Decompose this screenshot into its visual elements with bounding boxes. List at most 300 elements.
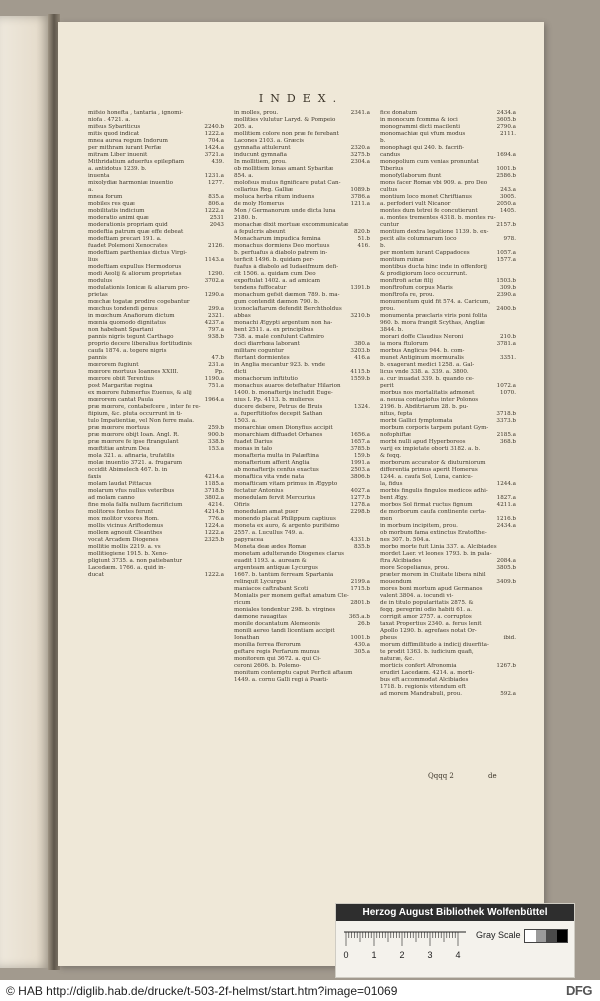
index-entry-text: mifsio honefta , tantaria , ignomi- xyxy=(88,110,184,116)
index-entry xyxy=(234,607,370,614)
index-entry-text: fuadet Polemoni Xenocrates xyxy=(88,243,168,249)
index-entry-text: a. neuua contagiofus inter Polonos xyxy=(380,397,479,403)
index-entry-text: mollitiem colore non præ fe ferebant xyxy=(234,131,339,137)
index-entry-page: 309.b xyxy=(499,285,516,291)
index-entry xyxy=(380,145,516,152)
index-entry-text: feqq. peregrini odio habiti 61. a. xyxy=(380,607,472,613)
index-entry-text: Monacharum impudica femina xyxy=(234,236,321,242)
index-entry-text: b. xyxy=(380,138,386,144)
index-entry-page: 3275.b xyxy=(350,152,370,158)
index-entry xyxy=(88,523,224,530)
index-entry xyxy=(234,292,370,299)
index-entry xyxy=(88,299,224,306)
index-entry-text: monachorum inftitutio xyxy=(234,376,298,382)
index-entry xyxy=(234,278,370,285)
index-entry xyxy=(380,278,516,285)
index-entry xyxy=(88,187,224,194)
index-entry-page: 1143.a xyxy=(204,257,224,263)
index-entry xyxy=(88,488,224,495)
index-entry-text: monachi Ægypti argentum non ha- xyxy=(234,320,333,326)
index-entry-text: mœchæ togatæ prodire cogebantur xyxy=(88,299,190,305)
index-entry xyxy=(88,390,224,397)
index-entry xyxy=(380,376,516,383)
index-entry xyxy=(234,516,370,523)
index-entry-text: præ mœrore obijt Ioan. Angl. R. xyxy=(88,432,180,438)
index-entry-text: a. fuperftitiofos decepit Sathan xyxy=(234,411,323,417)
index-entry xyxy=(88,544,224,551)
index-entry xyxy=(380,537,516,544)
ruler-label: 0 xyxy=(343,950,349,960)
index-entry-text: Ionathan xyxy=(234,635,260,641)
index-entry-text: morborum accurator & diuturniorum xyxy=(380,460,486,466)
index-entry-text: monopolium cum venias pronuntat xyxy=(380,159,479,165)
index-entry xyxy=(380,257,516,264)
index-entry-text: moluca herba ritum induens xyxy=(234,194,315,200)
index-entry xyxy=(88,208,224,215)
index-entry xyxy=(234,152,370,159)
index-entry-text: caufa 1874. a. tegere nigris xyxy=(88,348,167,354)
index-entry-page: 3718.b xyxy=(204,488,224,494)
index-entry-text: Ofiris xyxy=(234,502,250,508)
index-entry xyxy=(380,579,516,586)
index-entry-page: 1290.a xyxy=(204,292,224,298)
index-entry-text: morum diffimilitudo à indicij diuerfita- xyxy=(380,642,489,648)
index-entry xyxy=(88,201,224,208)
index-entry-text: monachæ dixit mortuæ excommunicatæ xyxy=(234,222,349,228)
index-entry-text: monitorem qui 3672. a. qui Ci- xyxy=(234,656,321,662)
index-entry-page: 1405. xyxy=(499,208,516,214)
index-entry xyxy=(88,551,224,558)
index-entry-text: monofyllaborum fiunt xyxy=(380,173,442,179)
index-entry-text: cellarius Reg. Galliæ xyxy=(234,187,294,193)
index-entry xyxy=(380,110,516,117)
index-entry-text: monftrofi actæ filij xyxy=(380,278,433,284)
index-entry-text: molofsus mulus fignificare putat Can- xyxy=(234,180,341,186)
index-entry-text: monogrammi dicti macilenti xyxy=(380,124,461,130)
index-entry xyxy=(88,138,224,145)
copyright-link[interactable]: © HAB http://diglib.hab.de/drucke/t-503-2f-helmst/start.htm?image=01069 xyxy=(6,984,398,998)
index-entry-text: monarchiam diffuadet Orhanes xyxy=(234,432,323,438)
index-entry-page: 1070. xyxy=(499,390,516,396)
index-entry-text: inuenta xyxy=(88,173,110,179)
index-entry xyxy=(88,117,224,124)
index-entry-text: licus vnde 338. a. 339. a. 3800. xyxy=(380,369,469,375)
index-entry-text: Lacones 2103. a. Græcis xyxy=(234,138,304,144)
index-entry-text: geftare regis Perfarum munus xyxy=(234,649,320,655)
index-entry-page: 365.a.b xyxy=(348,614,370,620)
index-entry-text: monomachiæ qui vfum modus xyxy=(380,131,466,137)
index-entry-page: 3802.a xyxy=(204,495,224,501)
index-entry-page: 3785.b xyxy=(350,446,370,452)
index-entry xyxy=(234,446,370,453)
index-entry-text: terficit 1496. b. quidam per- xyxy=(234,257,315,263)
index-entry-text: prietas xyxy=(88,292,108,298)
index-entry-text: monendo placat Philippum captiuus xyxy=(234,516,336,522)
index-entry-page: 1222.a xyxy=(204,530,224,536)
index-entry-text: papyracea xyxy=(234,537,264,543)
index-entry-page: 1216.b xyxy=(496,516,516,522)
index-entry-text: inducunt gymnafia xyxy=(234,152,287,158)
index-entry-text: mitram Liber inuenit xyxy=(88,152,148,158)
index-entry-text: militare coguntur xyxy=(234,348,284,354)
index-entry xyxy=(234,663,370,670)
index-entry-text: præter morem in Ciuitate libera nihil xyxy=(380,572,486,578)
index-entry-text: monftrofum corpus Maris xyxy=(380,285,453,291)
index-entry xyxy=(88,453,224,460)
previous-page-edge xyxy=(0,16,52,968)
index-entry-text: ex mœrore fubmerfus Euenus, & alij xyxy=(88,390,192,396)
index-entry-page: 3786.a xyxy=(350,194,370,200)
index-entry xyxy=(234,670,370,677)
index-entry xyxy=(234,334,370,341)
index-entry-page: 305.a xyxy=(354,649,370,655)
index-entry xyxy=(234,635,370,642)
index-entry-text: bent 2511. a. ex principibus xyxy=(234,327,314,333)
index-entry-page: 2304.a xyxy=(350,159,370,165)
index-entry xyxy=(234,453,370,460)
index-entry xyxy=(380,159,516,166)
index-entry-text: nius I. Pp. 4113. b. mulieres xyxy=(234,397,314,403)
index-entry-page: 1231.a xyxy=(204,173,224,179)
index-entry xyxy=(88,474,224,481)
index-entry-text: 1449. a. cornu Galli regi à Poæti- xyxy=(234,677,329,683)
index-entry-text: valent 3804. a. iocundi vi- xyxy=(380,593,454,599)
index-entry-text: de morborum caufa continente certa- xyxy=(380,509,487,515)
index-entry-text: montium dextra legatione 1139. b. ex- xyxy=(380,229,489,235)
index-entry-text: 1718. b. regionis vitendum eft xyxy=(380,684,466,690)
index-entry-text: modulus xyxy=(88,278,113,284)
index-entry-page: 1222.a xyxy=(204,208,224,214)
index-entry xyxy=(88,460,224,467)
index-entry-page: 1244.a xyxy=(496,481,516,487)
index-entry-text: molæ inuentio 3721. a. frugarum xyxy=(88,460,183,466)
index-entry-text: candus xyxy=(380,152,401,158)
dfg-logo: DFG xyxy=(566,983,592,998)
index-entry-page: 416.a xyxy=(354,355,370,361)
index-entry-text: ftertant dormientes xyxy=(234,355,290,361)
index-entry xyxy=(380,271,516,278)
index-entry-text: morbus Anglicus 944. b. com- xyxy=(380,348,465,354)
index-entry xyxy=(234,677,370,684)
index-entry-text: monilia ferrea fferorum xyxy=(234,642,301,648)
index-entry-page: 1827.a xyxy=(496,495,516,501)
index-entry xyxy=(234,411,370,418)
ruler-label: 1 xyxy=(371,950,377,960)
index-entry-text: mœftitiæ antrum Dea xyxy=(88,446,150,452)
index-entry-text: 854. a. xyxy=(234,173,254,179)
index-entry xyxy=(380,215,516,222)
index-entry-page: 2199.a xyxy=(350,579,370,585)
index-entry-text: perit xyxy=(380,383,394,389)
index-entry xyxy=(234,481,370,488)
index-entry xyxy=(234,621,370,628)
index-entry-page: 3605.b xyxy=(496,117,516,123)
index-entry-text: argenteam antiquæ Lycurgus xyxy=(234,565,318,571)
index-entry xyxy=(380,425,516,432)
index-entry-text: morbos Sol firmat ructus fignum xyxy=(380,502,473,508)
index-entry-page: 3805.b xyxy=(496,565,516,571)
index-entry-text: moneta ex auro, & argento purifsimo xyxy=(234,523,340,529)
index-entry-page: 1222.a xyxy=(204,572,224,578)
index-entry-page: 806.a xyxy=(208,201,224,207)
index-entry-text: non habebant Spartani xyxy=(88,327,154,333)
index-entry-text: montium loco monet Chriftianus xyxy=(380,194,472,200)
index-entry xyxy=(380,404,516,411)
index-entry-text: modeftia patrum quæ effe debeat xyxy=(88,229,184,235)
index-entry xyxy=(88,418,224,425)
index-entry-text: in Anglia mecantur 923. b. vnde xyxy=(234,362,326,368)
index-entry-text: mola 321. a. afinaria, trufatilis xyxy=(88,453,175,459)
index-entry xyxy=(88,215,224,222)
index-entry xyxy=(234,355,370,362)
index-entry xyxy=(234,523,370,530)
index-entry-text: montium ruinæ xyxy=(380,257,424,263)
index-entry xyxy=(234,362,370,369)
index-entry-text: 738. a. malè confulunt Cafimiro xyxy=(234,334,324,340)
index-entry-text: Monialis per monem geftat amatum Cle- xyxy=(234,593,349,599)
ruler-label: 2 xyxy=(399,950,405,960)
index-entry-page: 1391.b xyxy=(350,285,370,291)
index-entry-page: 2586.b xyxy=(496,173,516,179)
index-entry-page: 1278.a xyxy=(350,502,370,508)
index-entry-page: ibid. xyxy=(503,635,516,641)
index-entry-page: 2503.a xyxy=(350,467,370,473)
index-entry xyxy=(380,607,516,614)
index-entry-text: morbis fingulis fingulos medicos adhi- xyxy=(380,488,488,494)
index-entry-text: bent Ægy. xyxy=(380,495,408,501)
index-entry-text: pligiunt 3735. a. non patiebantur xyxy=(88,558,183,564)
index-entry xyxy=(380,397,516,404)
index-entry-page: 3210.b xyxy=(350,313,370,319)
index-entry xyxy=(88,320,224,327)
index-entry xyxy=(88,376,224,383)
index-entry xyxy=(88,292,224,299)
index-entry xyxy=(88,145,224,152)
index-entry-text: ftra Alcibiades xyxy=(380,558,422,564)
index-entry-page: 2321. xyxy=(207,313,224,319)
index-entry-text: mœrore obiit Terentius xyxy=(88,376,154,382)
index-entry-text: euadit 1193. a. auream & xyxy=(234,558,307,564)
index-entry-text: mobiles res quæ xyxy=(88,201,135,207)
index-entry-text: mores boni mortum apud Germanos xyxy=(380,586,483,592)
index-entry xyxy=(234,432,370,439)
index-entry xyxy=(234,642,370,649)
index-entry xyxy=(380,677,516,684)
index-entry xyxy=(380,313,516,320)
index-entry xyxy=(380,194,516,201)
index-entry xyxy=(380,180,516,187)
index-entry-text: fice donatum xyxy=(380,110,417,116)
index-entry xyxy=(234,425,370,432)
index-entry-text: præ mœrore mortuus xyxy=(88,425,150,431)
index-entry xyxy=(380,635,516,642)
index-entry-text: monachus dormiens Deo mortuus xyxy=(234,243,330,249)
index-entry-text: morbus nos mortalitatis admonet xyxy=(380,390,475,396)
index-entry xyxy=(380,306,516,313)
index-entry-text: modeftiam precari 191. a. xyxy=(88,236,162,242)
index-entry-text: in molles, prou. xyxy=(234,110,279,116)
index-entry xyxy=(88,425,224,432)
index-entry-text: a. xyxy=(88,187,94,193)
index-entry xyxy=(88,537,224,544)
index-entry-page: 3781.a xyxy=(496,341,516,347)
index-entry-text: mnea aurea regum Indorum xyxy=(88,138,168,144)
index-entry-text: mollitiegiene 1915. b. Xeno- xyxy=(88,551,168,557)
index-entry-text: lius xyxy=(88,257,99,263)
index-entry xyxy=(88,236,224,243)
gray-swatch xyxy=(557,930,568,942)
index-entry-text: fiipium, &c. pluta occurrunt in ti- xyxy=(88,411,183,417)
index-entry xyxy=(234,243,370,250)
index-entry xyxy=(88,110,224,117)
index-entry-page: 592.a xyxy=(500,691,516,697)
index-entry-text: prou. xyxy=(380,306,396,312)
index-entry-text: in morbum incipitem, prou. xyxy=(380,523,458,529)
index-entry xyxy=(88,516,224,523)
index-entry xyxy=(380,411,516,418)
index-entry-text: modi Aeolij & aliorum proprietas xyxy=(88,271,182,277)
index-entry xyxy=(380,236,516,243)
index-entry-text: 1400. b. monafterijs includit Euge- xyxy=(234,390,333,396)
index-entry xyxy=(234,341,370,348)
index-entry-text: mordet Laer. vt leones 1793. b. in pala- xyxy=(380,551,492,557)
index-entry-page: 1559.b xyxy=(350,376,370,382)
index-entry-text: pecit alis columnarum loco xyxy=(380,236,457,242)
scale-ruler xyxy=(342,928,470,964)
gray-swatch xyxy=(546,930,557,942)
index-entry-page: 416. xyxy=(357,243,370,249)
index-entry-page: 1503.b xyxy=(496,278,516,284)
index-entry-text: nes 307. b. 504.a. xyxy=(380,537,431,543)
index-entry xyxy=(380,460,516,467)
index-entry-text: montes dum tetrei fe concutierunt xyxy=(380,208,478,214)
index-entry xyxy=(380,369,516,376)
index-entry xyxy=(380,201,516,208)
index-entry xyxy=(380,565,516,572)
index-entry-text: monili aereo tandi licentiam accipit xyxy=(234,628,335,634)
index-entry-text: b. exagerant medici 1258. a. Gal- xyxy=(380,362,475,368)
index-entry xyxy=(380,642,516,649)
index-entry-text: faxis xyxy=(88,474,102,480)
index-entry xyxy=(234,600,370,607)
index-entry-text: mixolydiæ harmoniæ inuentio xyxy=(88,180,173,186)
index-entry-text: & prodigiorum loco occurrunt. xyxy=(380,271,468,277)
index-entry-text: ducat xyxy=(88,572,104,578)
index-entry-page: 1657.a xyxy=(350,439,370,445)
index-entry-text: moderatio animi quæ xyxy=(88,215,149,221)
index-entry xyxy=(380,663,516,670)
index-entry-text: præ mœrore fe ipse ftrangulant xyxy=(88,439,179,445)
index-entry xyxy=(88,446,224,453)
index-entry-text: erudiri Lacedæm. 4214. a. morti- xyxy=(380,670,475,676)
index-entry xyxy=(380,516,516,523)
index-entry-text: monachum gefsit dæmon 789. b. ma- xyxy=(234,292,340,298)
index-entry xyxy=(234,488,370,495)
index-entry-page: 26.b xyxy=(357,621,370,627)
index-entry xyxy=(88,558,224,565)
index-entry xyxy=(234,397,370,404)
index-entry-text: mollities vlulutur Laryd. & Pompeio xyxy=(234,117,336,123)
index-entry-text: in mœchum Anafiorum dictum xyxy=(88,313,175,319)
index-entry xyxy=(380,243,516,250)
index-entry xyxy=(234,194,370,201)
index-entry xyxy=(88,502,224,509)
index-entry-text: in monocum fcomma & ioci xyxy=(380,117,458,123)
index-entry-page: 2185.a xyxy=(496,432,516,438)
gray-swatch xyxy=(536,930,547,942)
index-entry-text: morbo morte fuit Linia 337. a. Alcibiades xyxy=(380,544,497,550)
index-entry xyxy=(380,341,516,348)
signature-mark: Qqqq 2 xyxy=(428,772,454,780)
index-entry xyxy=(234,593,370,600)
index-entry-text: monedulam amat puer xyxy=(234,509,299,515)
index-entry xyxy=(234,376,370,383)
index-entry xyxy=(234,390,370,397)
index-entry xyxy=(234,173,370,180)
index-entry-text: mnea forum xyxy=(88,194,123,200)
index-entry-text: maniacos caftrabant Scoti xyxy=(234,586,309,592)
index-entry-text: mœrorem cantat Paula xyxy=(88,397,154,403)
index-entry-text: molarum vfus nullus veteribus xyxy=(88,488,175,494)
index-entry-page: 2298.b xyxy=(350,509,370,515)
index-entry-text: Mithridatium aduerfus epilepfiam xyxy=(88,159,185,165)
index-entry-page: 1190.a xyxy=(204,376,224,382)
index-entry-text: morticis confert Afronomia xyxy=(380,663,457,669)
index-entry xyxy=(234,404,370,411)
index-entry xyxy=(380,558,516,565)
index-entry xyxy=(380,229,516,236)
index-entry-page: 4214.b xyxy=(204,509,224,515)
index-entry-text: tulo Impatientiæ, vel Non ferre mala. xyxy=(88,418,195,424)
index-entry-text: doci diarrhœa laborant xyxy=(234,341,300,347)
index-entry-page: 820.b xyxy=(353,229,370,235)
index-column-1 xyxy=(88,110,224,766)
index-entry xyxy=(234,257,370,264)
index-entry-text: 3844. b. xyxy=(380,327,404,333)
index-entry-page: 2434.a xyxy=(496,523,516,529)
index-entry xyxy=(380,593,516,600)
index-entry-text: morbi nulli apud Hyperboreos xyxy=(380,439,466,445)
index-entry xyxy=(234,509,370,516)
index-entry-text: à fepulcris abeunt xyxy=(234,229,286,235)
index-entry-page: 1656.a xyxy=(350,432,370,438)
index-entry-text: ad morem Mandrabuli, prou. xyxy=(380,691,463,697)
index-entry-page: 4237.a xyxy=(204,320,224,326)
index-entry-page: 430.a xyxy=(354,642,370,648)
index-entry-page: 299.a xyxy=(208,306,224,312)
index-entry-text: monftrofa re, prou. xyxy=(380,292,435,298)
index-entry-page: 1715.b xyxy=(350,586,370,592)
index-entry-text: ia mora ftulorum xyxy=(380,341,429,347)
index-entry xyxy=(234,572,370,579)
index-entry-text: la, fidus xyxy=(380,481,403,487)
index-entry xyxy=(88,341,224,348)
index-entry-text: iconoclaftarum defendit Berchtholdus xyxy=(234,306,342,312)
index-entry-text: moniales tondentur 298. b. virgines xyxy=(234,607,336,613)
index-entry-text: bus eft accommodat Alcibiades xyxy=(380,677,469,683)
index-entry-page: 938.b xyxy=(207,334,224,340)
index-entry-page: 159.b xyxy=(353,453,370,459)
index-entry-text: a. antidotus 1239. b. xyxy=(88,166,147,172)
index-entry-text: post Margaritæ regina xyxy=(88,383,153,389)
index-entry xyxy=(380,670,516,677)
index-entry-page: 1577.a xyxy=(496,257,516,263)
index-entry-page: 2157.b xyxy=(496,222,516,228)
index-entry-text: Lacedæm. 1766. a. quid in- xyxy=(88,565,166,571)
index-entry xyxy=(380,334,516,341)
index-entry-text: per mithram iurant Perfæ xyxy=(88,145,162,151)
index-entry-text: te prodit 1363. b. iudicium quafi, xyxy=(380,649,474,655)
